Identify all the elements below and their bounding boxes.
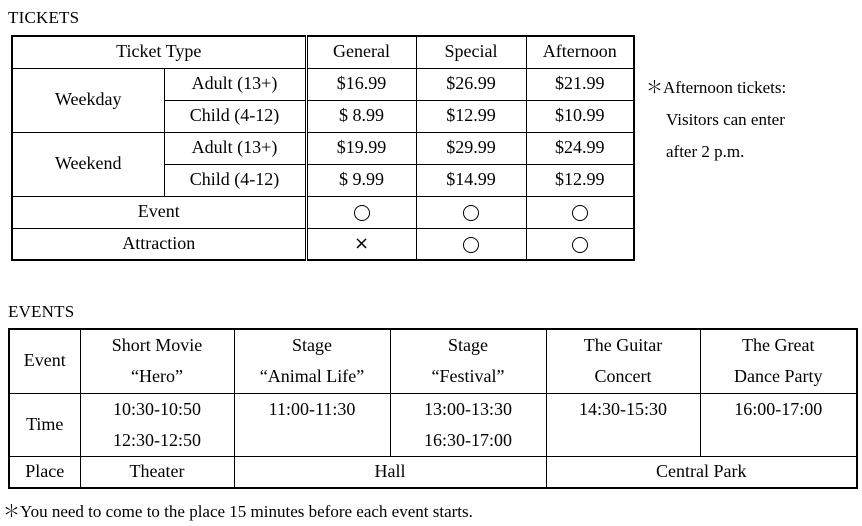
- price-cell: $14.99: [416, 164, 526, 196]
- event-place: Theater: [80, 456, 234, 488]
- age-label: Child (4-12): [164, 164, 306, 196]
- cross-icon: ×: [353, 232, 370, 254]
- circle-icon: [463, 205, 479, 221]
- event-title-line: “Hero”: [131, 366, 183, 387]
- tickets-header-row: [12, 36, 634, 68]
- event-time: [234, 393, 390, 456]
- time-line: 11:00-11:30: [268, 398, 356, 419]
- tickets-table: [11, 35, 635, 261]
- time-line: 10:30-10:50: [113, 398, 201, 419]
- event-title-line: Concert: [594, 366, 652, 387]
- age-label: Adult (13+): [164, 132, 306, 164]
- tickets-heading: TICKETS: [8, 8, 80, 27]
- note-line: after 2 p.m.: [666, 142, 745, 161]
- age-label: Adult (13+): [164, 68, 306, 100]
- event-title-line: The Great: [742, 335, 815, 356]
- note-line: ＊Afternoon tickets:: [646, 78, 787, 97]
- price-cell: $19.99: [306, 132, 416, 164]
- event-time: [700, 393, 857, 456]
- circle-icon: [463, 237, 479, 253]
- event-place: Central Park: [546, 456, 857, 488]
- price-cell: $24.99: [526, 132, 634, 164]
- time-line: 14:30-15:30: [579, 398, 667, 419]
- afternoon-note: [646, 72, 786, 168]
- time-line: 12:30-12:50: [113, 429, 201, 450]
- event-title: [234, 329, 390, 393]
- price-cell: $ 9.99: [306, 164, 416, 196]
- mark-cell: [526, 196, 634, 228]
- time-line: 16:30-17:00: [424, 429, 512, 450]
- price-cell: $29.99: [416, 132, 526, 164]
- events-table: [8, 328, 858, 489]
- event-time: [546, 393, 700, 456]
- event-title: [546, 329, 700, 393]
- event-title: [390, 329, 546, 393]
- column-general: General: [306, 36, 416, 68]
- event-title-line: Stage: [448, 335, 488, 356]
- event-title-line: The Guitar: [583, 335, 663, 356]
- weekend-label: Weekend: [12, 132, 164, 196]
- table-row: [12, 196, 634, 228]
- circle-icon: [354, 205, 370, 221]
- table-row: [12, 132, 634, 164]
- event-time: [390, 393, 546, 456]
- event-place: Hall: [234, 456, 546, 488]
- attraction-row-label: Attraction: [12, 228, 306, 260]
- time-row-label: Time: [9, 393, 80, 456]
- event-time: [80, 393, 234, 456]
- weekday-label: Weekday: [12, 68, 164, 132]
- time-line: 13:00-13:30: [424, 398, 512, 419]
- mark-cell: [416, 196, 526, 228]
- mark-cell: [526, 228, 634, 260]
- events-heading: EVENTS: [8, 302, 75, 321]
- event-row-label: Event: [9, 329, 80, 393]
- event-title-line: Stage: [292, 335, 332, 356]
- event-title: [700, 329, 857, 393]
- event-title-line: Short Movie: [111, 335, 203, 356]
- event-title: [80, 329, 234, 393]
- price-cell: $ 8.99: [306, 100, 416, 132]
- price-cell: $12.99: [416, 100, 526, 132]
- circle-icon: [572, 237, 588, 253]
- mark-cell: [416, 228, 526, 260]
- mark-cell: [306, 196, 416, 228]
- events-title-row: [9, 329, 857, 393]
- event-title-line: “Animal Life”: [259, 366, 365, 387]
- event-title-line: Dance Party: [734, 366, 823, 387]
- event-row-label: Event: [12, 196, 306, 228]
- price-cell: $10.99: [526, 100, 634, 132]
- event-title-line: “Festival”: [431, 366, 505, 387]
- table-row: [12, 68, 634, 100]
- price-cell: $16.99: [306, 68, 416, 100]
- table-row: [12, 228, 634, 260]
- events-time-row: [9, 393, 857, 456]
- circle-icon: [572, 205, 588, 221]
- events-place-row: [9, 456, 857, 488]
- events-footnote: ＊You need to come to the place 15 minutes before each event starts.: [3, 502, 473, 521]
- column-special: Special: [416, 36, 526, 68]
- time-line: 16:00-17:00: [734, 398, 823, 419]
- price-cell: $12.99: [526, 164, 634, 196]
- mark-cell: [306, 228, 416, 260]
- ticket-type-header: Ticket Type: [12, 36, 306, 68]
- age-label: Child (4-12): [164, 100, 306, 132]
- price-cell: $26.99: [416, 68, 526, 100]
- price-cell: $21.99: [526, 68, 634, 100]
- place-row-label: Place: [9, 456, 80, 488]
- column-afternoon: Afternoon: [526, 36, 634, 68]
- note-line: Visitors can enter: [666, 110, 785, 129]
